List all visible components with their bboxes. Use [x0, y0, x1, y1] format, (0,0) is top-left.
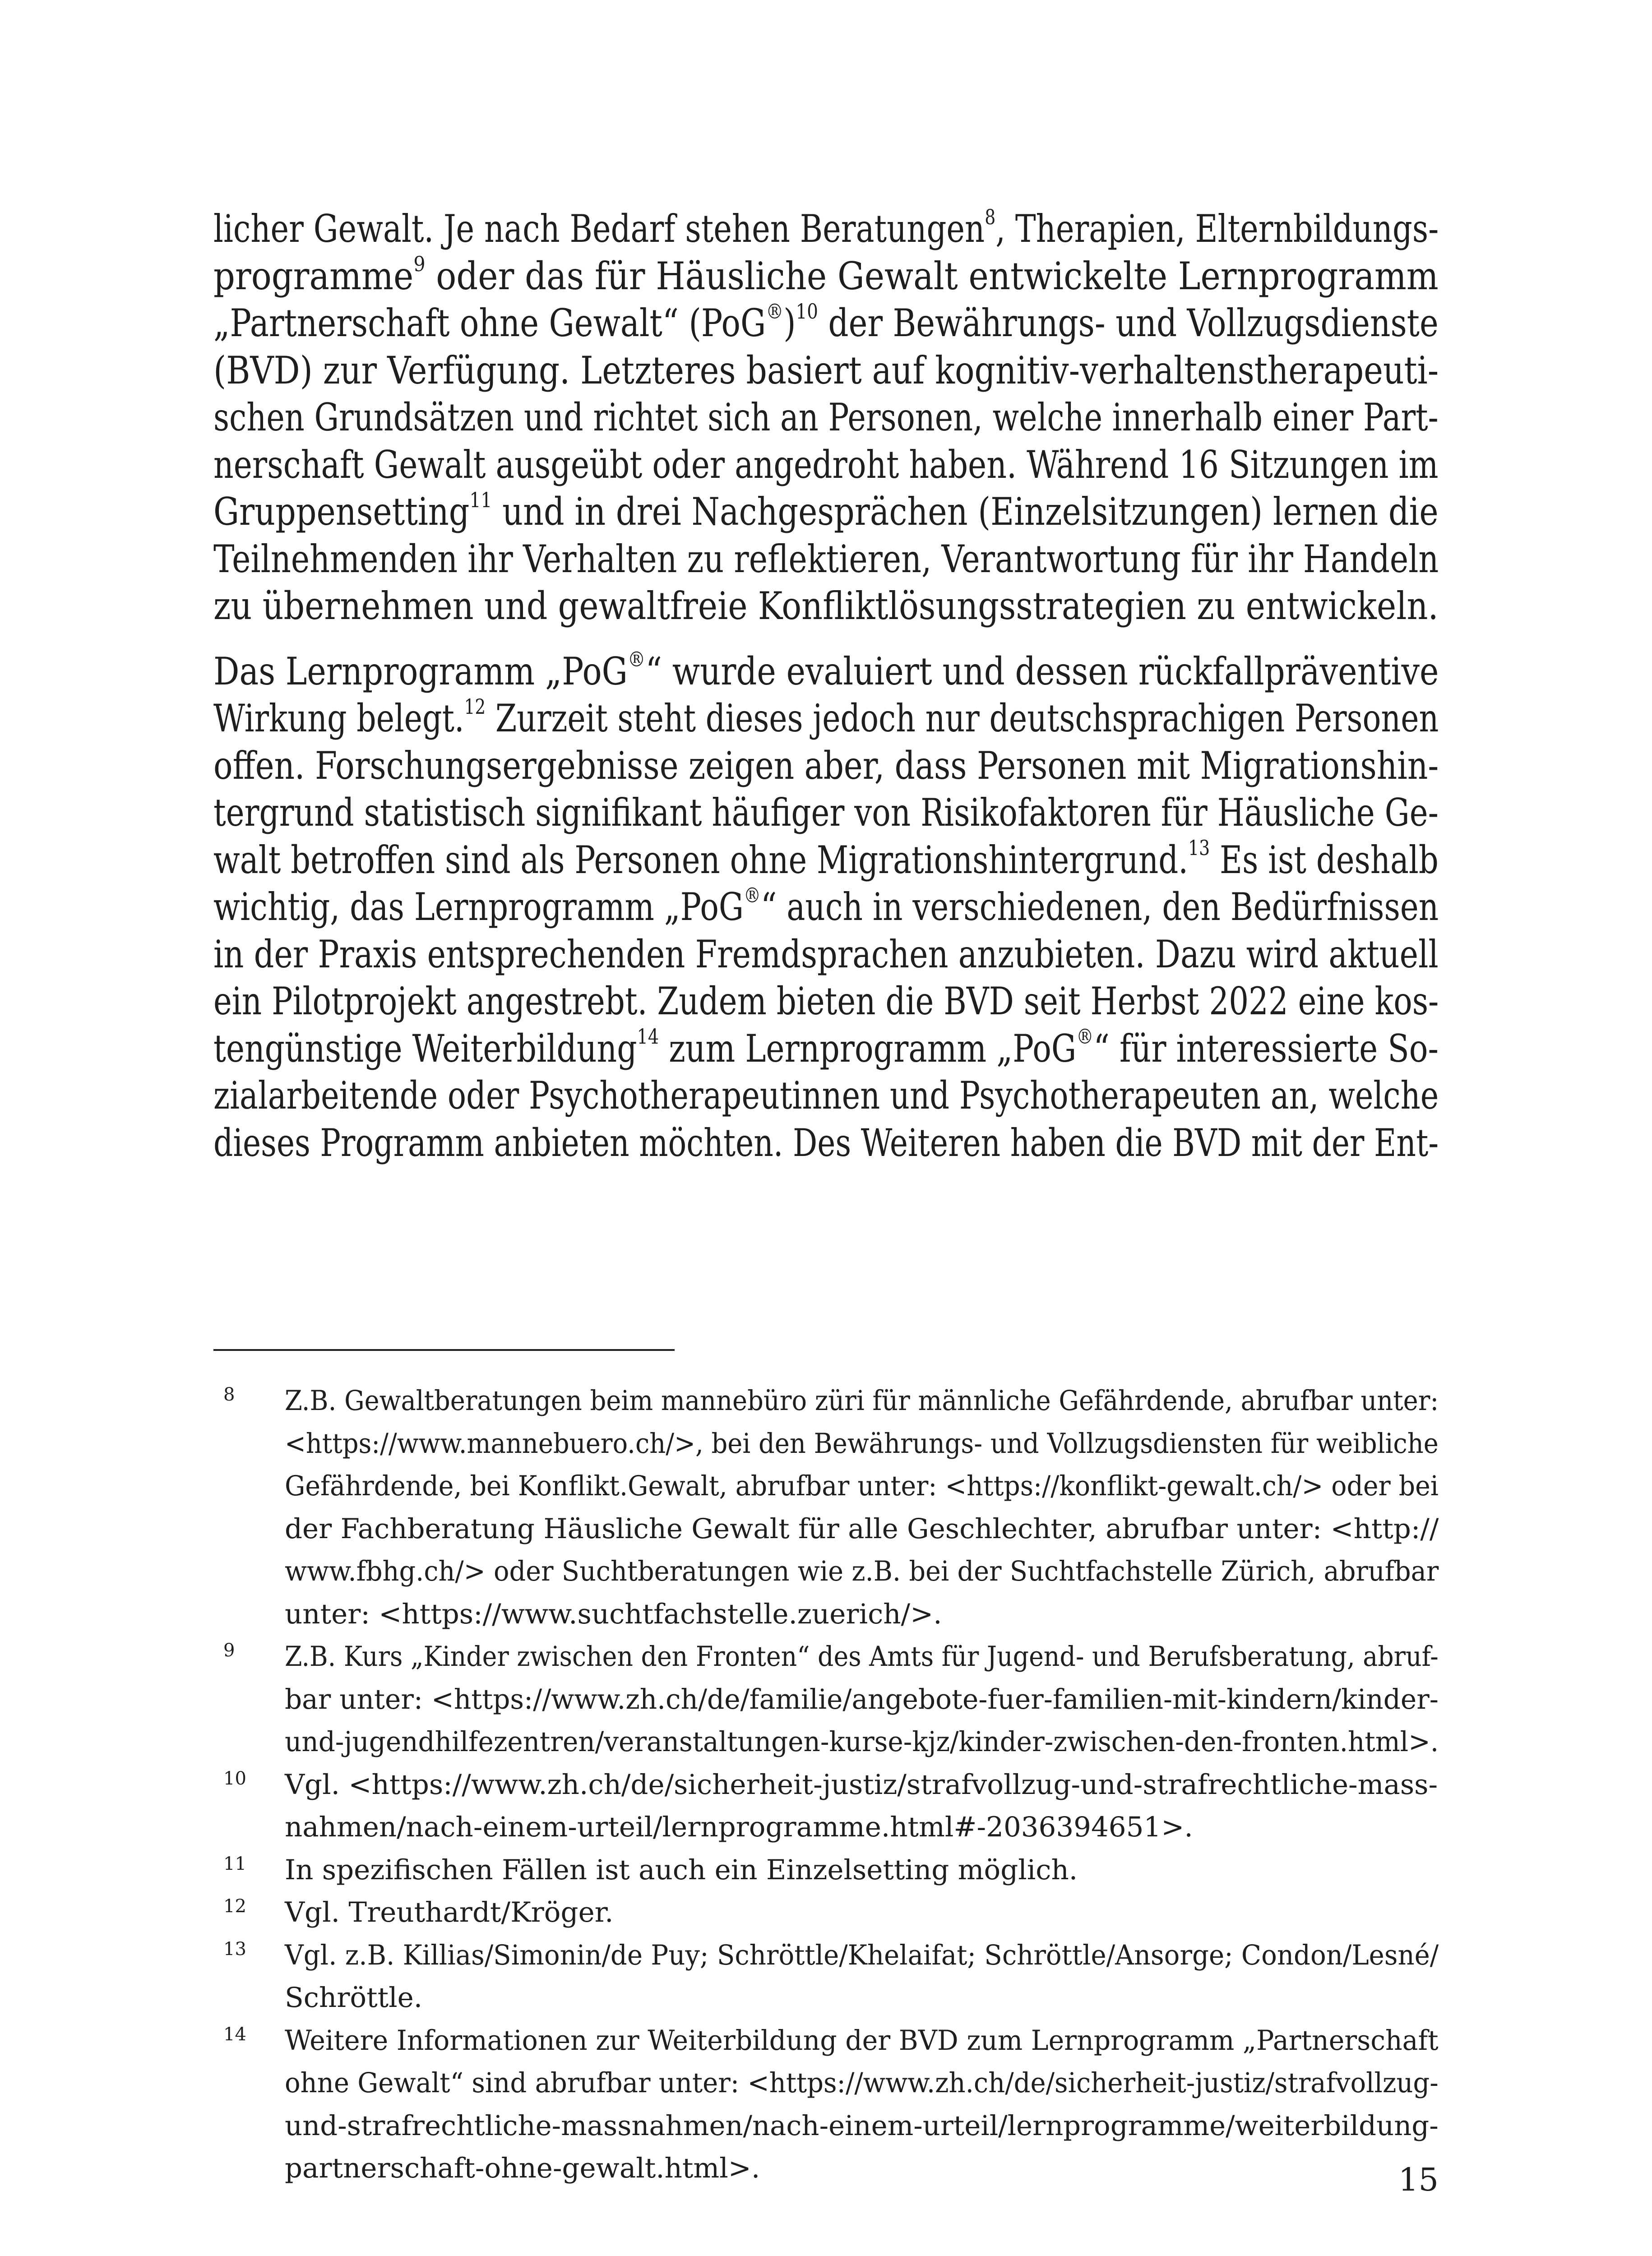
- text-line: walt betroffen sind als Personen ohne Migrationshintergrund.$^{13}$ Es ist deshalb: [213, 836, 1439, 882]
- footnote-text: [285, 1891, 1439, 1934]
- text-line: Teilnehmenden ihr Verhalten zu reflektieren, Verantwortung für ihr Handeln: [213, 536, 1439, 581]
- text-line: schen Grundsätzen und richtet sich an Personen, welche innerhalb einer Part-: [213, 395, 1439, 439]
- text-line: tengünstige Weiterbildung$^{14}$ zum Lernprogramm „PoG®“ für interessierte So-: [213, 1024, 1439, 1071]
- footnote-line: der Fachberatung Häusliche Gewalt für alle Geschlechter, abrufbar unter: <http://: [285, 1512, 1439, 1545]
- registered-mark: ®: [744, 883, 761, 907]
- footnote-text: [285, 1849, 1439, 1892]
- text-line: in der Praxis entsprechenden Fremdsprachen anzubieten. Dazu wird aktuell: [213, 932, 1439, 976]
- footnote-line: Gefährdende, bei Konflikt.Gewalt, abrufbar unter: <https://konflikt-gewalt.ch/> oder bei: [285, 1470, 1439, 1502]
- footnote-number: 12: [223, 1896, 246, 1917]
- footnote-line: Vgl. Treuthardt/Kröger.: [285, 1896, 614, 1928]
- footnotes: [213, 1380, 1439, 2190]
- footnote-line: und-jugendhilfezentren/veranstaltungen-kurse-kjz/kinder-zwischen-den-fronten.html>.: [285, 1726, 1439, 1758]
- text-line: ein Pilotprojekt angestrebt. Zudem bieten die BVD seit Herbst 2022 eine kos-: [213, 979, 1439, 1023]
- footnote-8: [213, 1380, 1439, 1636]
- footnote-line: Schröttle.: [285, 1982, 423, 2014]
- text-line: Gruppensetting$^{11}$ und in drei Nachgesprächen (Einzelsitzungen) lernen die: [213, 487, 1439, 534]
- body-text: [213, 205, 1439, 1184]
- footnote-line: www.fbhg.ch/> oder Suchtberatungen wie z.B. bei der Suchtfachstelle Zürich, abrufbar: [285, 1555, 1439, 1587]
- footnote-number: 9: [223, 1640, 235, 1661]
- paragraph-1: [213, 205, 1439, 630]
- registered-mark: ®: [627, 647, 646, 672]
- footnote-number: 14: [223, 2024, 246, 2045]
- footnote-11: [213, 1849, 1439, 1892]
- text-line: wichtig, das Lernprogramm „PoG®“ auch in verschiedenen, den Bedürfnissen: [213, 883, 1439, 929]
- text-line: tergrund statistisch signifikant häufiger von Risikofaktoren für Häusliche Ge-: [213, 791, 1439, 835]
- footnote-13: [213, 1934, 1439, 2020]
- footnote-line: bar unter: <https://www.zh.ch/de/familie/angebote-fuer-familien-mit-kindern/kinder-: [285, 1683, 1439, 1715]
- footnote-line: Z.B. Gewaltberatungen beim mannebüro züri für männliche Gefährdende, abrufbar unter:: [285, 1385, 1439, 1417]
- text-line: nerschaft Gewalt ausgeübt oder angedroht haben. Während 16 Sitzungen im: [213, 442, 1439, 487]
- footnote-number: 13: [223, 1938, 246, 1960]
- footnote-line: <https://www.mannebuero.ch/>, bei den Bewährungs- und Vollzugsdiensten für weibliche: [285, 1427, 1439, 1460]
- footnote-ref[interactable]: 9: [413, 252, 426, 277]
- footnote-text: [285, 1764, 1439, 1849]
- footnote-10: [213, 1764, 1439, 1849]
- registered-mark: ®: [766, 299, 784, 324]
- text-line: offen. Forschungsergebnisse zeigen aber, dass Personen mit Migrationshin-: [213, 743, 1439, 788]
- footnote-line: und-strafrechtliche-massnahmen/nach-einem-urteil/lernprogramme/weiterbildung-: [285, 2109, 1439, 2142]
- footnote-number: 8: [223, 1384, 235, 1405]
- text-line: licher Gewalt. Je nach Bedarf stehen Beratungen$^8$, Therapien, Elternbildungs-: [213, 204, 1439, 251]
- registered-mark: ®: [1076, 1024, 1094, 1049]
- text-line: zu übernehmen und gewaltfreie Konfliktlösungsstrategien zu entwickeln.: [213, 584, 1439, 628]
- footnote-line: nahmen/nach-einem-urteil/lernprogramme.html#-2036394651>.: [285, 1811, 1193, 1843]
- footnote-text: [285, 1380, 1439, 1636]
- footnote-line: Weitere Informationen zur Weiterbildung der BVD zum Lernprogramm „Partnerschaft: [285, 2024, 1439, 2057]
- page-number: 15: [1398, 2161, 1439, 2198]
- footnote-line: Z.B. Kurs „Kinder zwischen den Fronten“ des Amts für Jugend- und Berufsberatung, abruf-: [285, 1641, 1439, 1673]
- text-line: (BVD) zur Verfügung. Letzteres basiert auf kognitiv-verhaltenstherapeuti-: [213, 348, 1439, 393]
- text-line: programme$^9$ oder das für Häusliche Gewalt entwickelte Lernprogramm: [213, 252, 1439, 298]
- footnote-text: [285, 1636, 1439, 1764]
- footnote-ref[interactable]: 13: [1188, 836, 1210, 860]
- footnote-14: [213, 2020, 1439, 2190]
- footnote-ref[interactable]: 10: [796, 299, 818, 324]
- text-line: Wirkung belegt.$^{12}$ Zurzeit steht dieses jedoch nur deutschsprachigen Personen: [213, 694, 1439, 740]
- footnote-ref[interactable]: 12: [464, 694, 486, 719]
- text-line: zialarbeitende oder Psychotherapeutinnen und Psychotherapeuten an, welche: [213, 1073, 1439, 1118]
- footnote-number: 10: [223, 1768, 246, 1789]
- footnote-line: Vgl. <https://www.zh.ch/de/sicherheit-justiz/strafvollzug-und-strafrechtliche-mass-: [285, 1768, 1438, 1801]
- text-line: Das Lernprogramm „PoG®“ wurde evaluiert und dessen rückfallpräventive: [213, 647, 1439, 693]
- footnote-9: [213, 1636, 1439, 1764]
- text-line: dieses Programm anbieten möchten. Des Weiteren haben die BVD mit der Ent-: [213, 1120, 1439, 1165]
- footnote-line: Vgl. z.B. Killias/Simonin/de Puy; Schröttle/Khelaifat; Schröttle/Ansorge; Condon/Lesné/: [285, 1939, 1439, 1971]
- footnote-line: unter: <https://www.suchtfachstelle.zuerich/>.: [285, 1598, 942, 1630]
- footnote-ref[interactable]: 8: [985, 204, 996, 229]
- footnote-line: partnerschaft-ohne-gewalt.html>.: [285, 2152, 760, 2184]
- paragraph-2: [213, 648, 1439, 1167]
- footnote-number: 11: [223, 1853, 246, 1874]
- footnote-separator: [213, 1349, 675, 1351]
- footnote-ref[interactable]: 11: [469, 487, 492, 512]
- footnote-line: In spezifischen Fällen ist auch ein Einzelsetting möglich.: [285, 1854, 1078, 1886]
- text-line: „Partnerschaft ohne Gewalt“ (PoG®)$^{10}$ der Bewährungs- und Vollzugsdienste: [213, 299, 1439, 345]
- footnote-ref[interactable]: 14: [637, 1024, 659, 1049]
- footnote-text: [285, 2020, 1439, 2190]
- footnote-12: [213, 1891, 1439, 1934]
- footnote-text: [285, 1934, 1439, 2020]
- footnote-line: ohne Gewalt“ sind abrufbar unter: <https://www.zh.ch/de/sicherheit-justiz/strafvollzug-: [285, 2067, 1439, 2099]
